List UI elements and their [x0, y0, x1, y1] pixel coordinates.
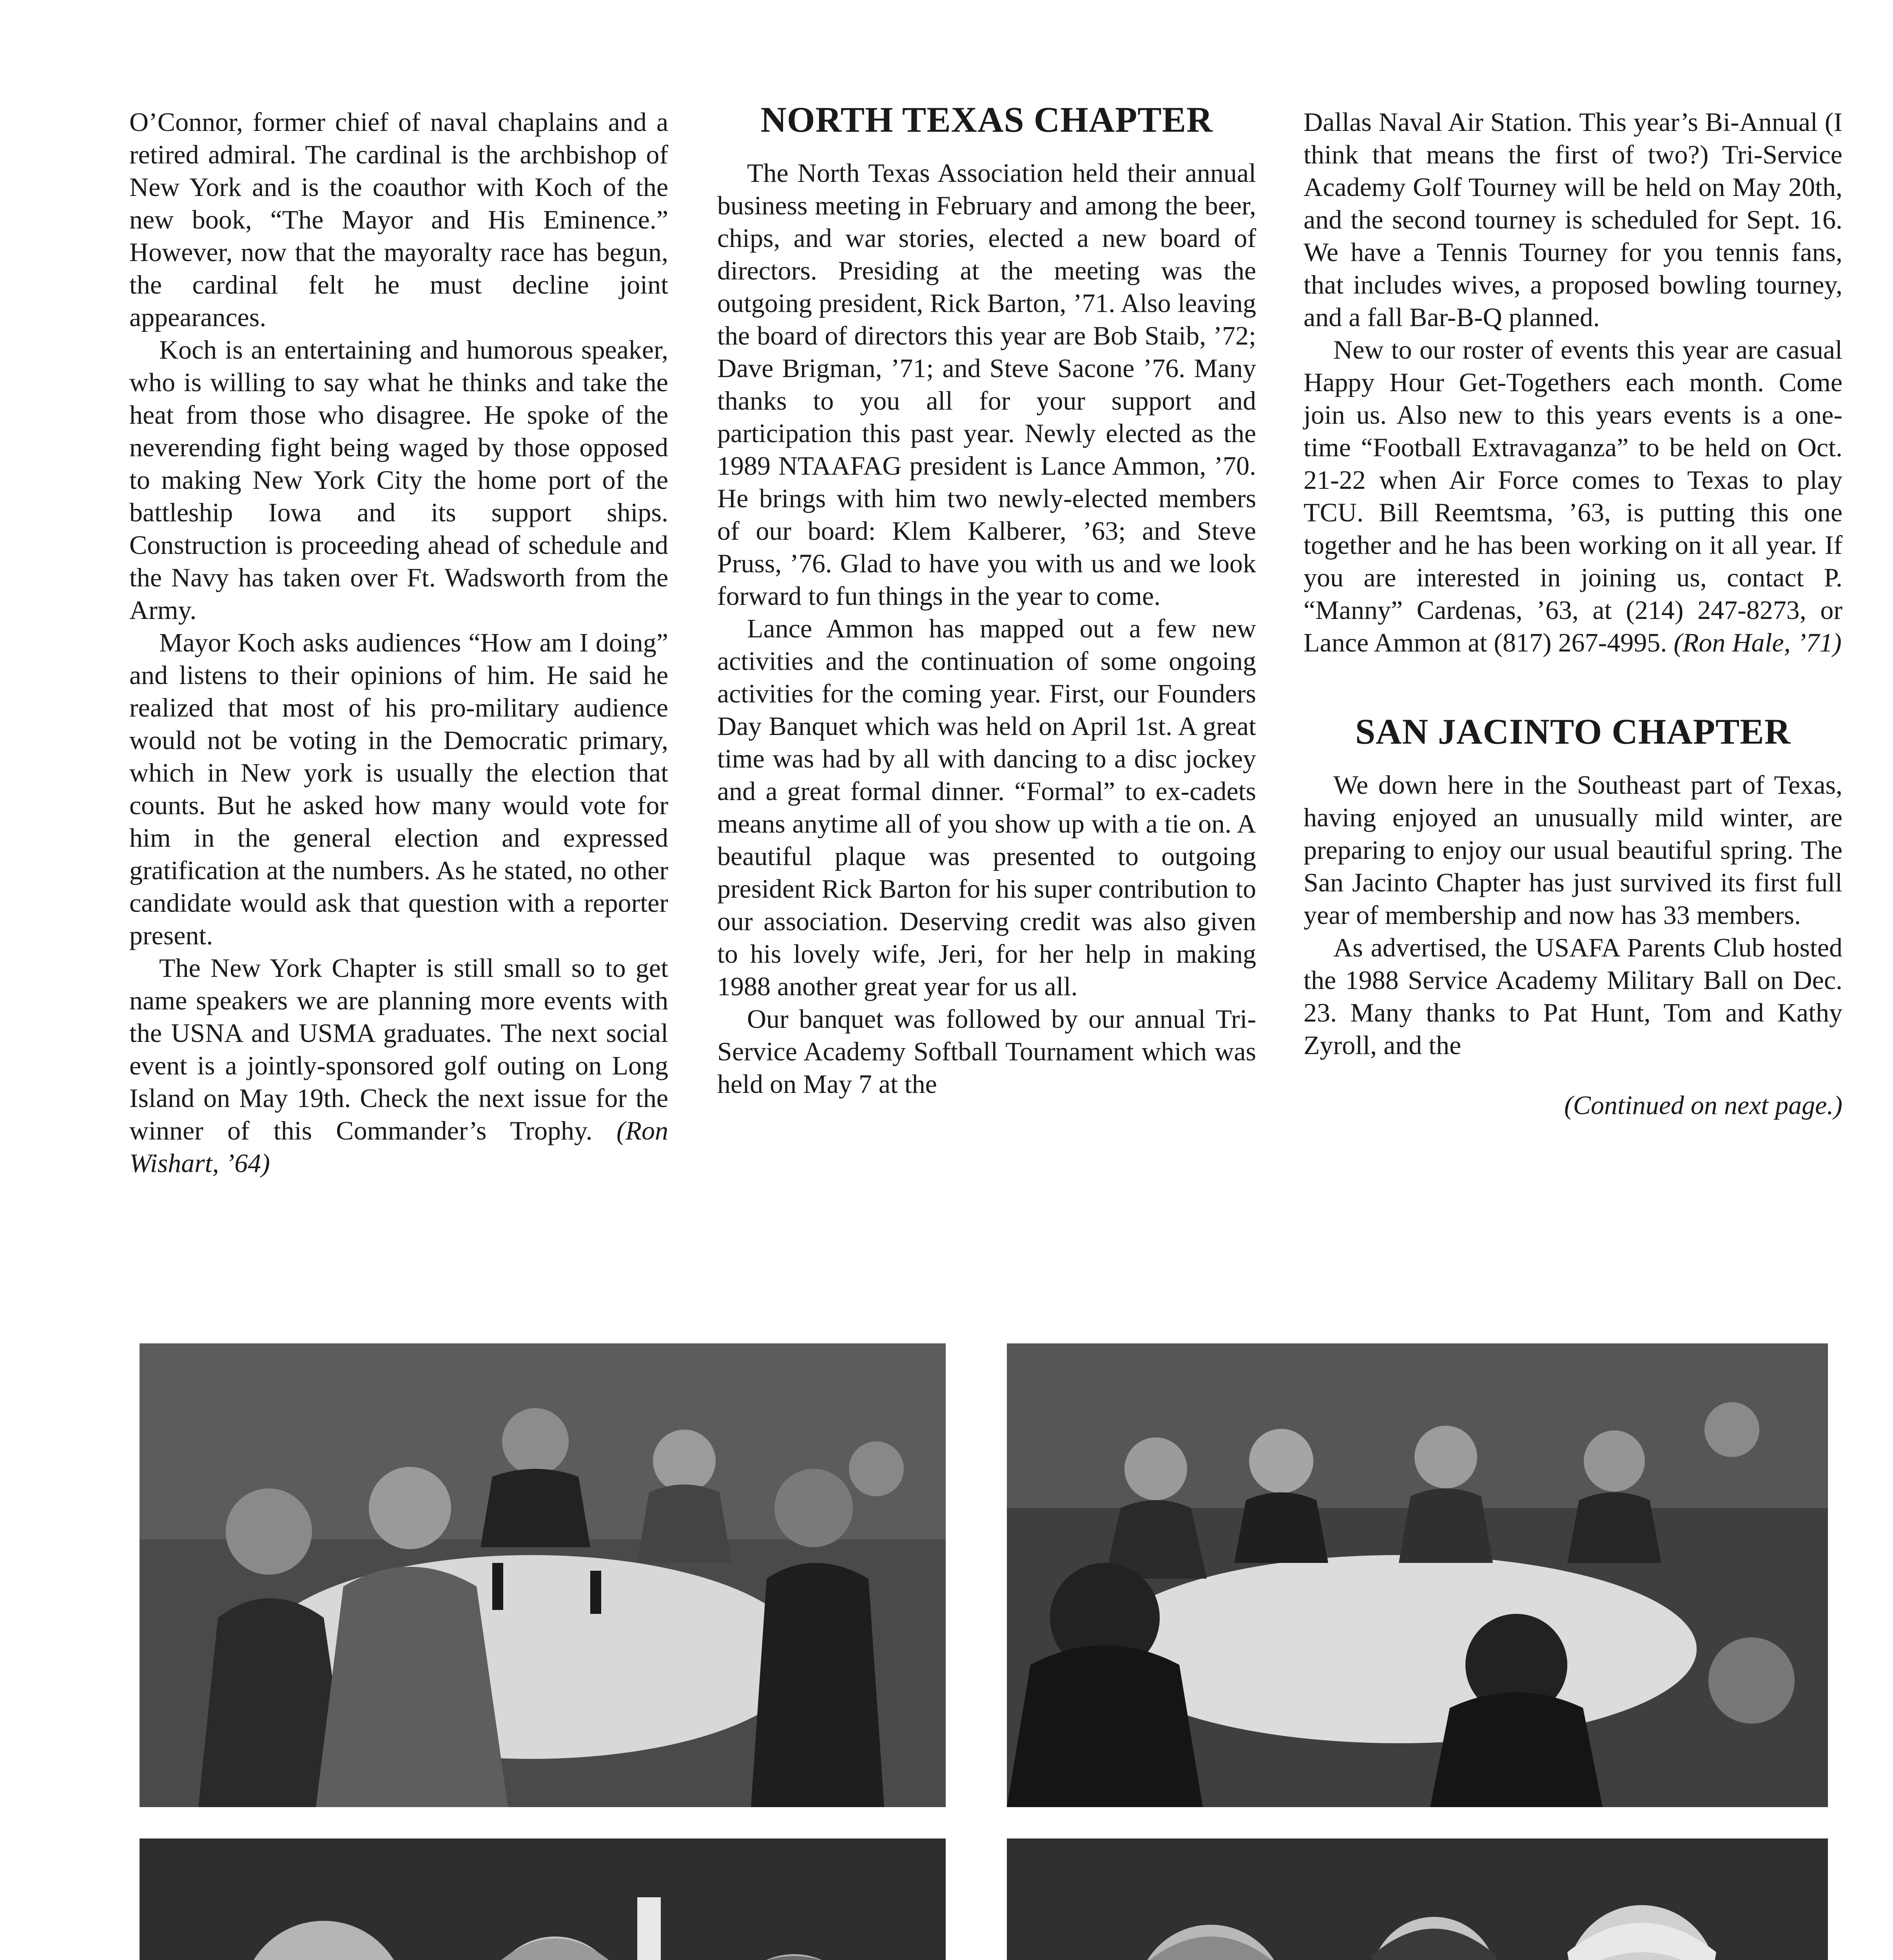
middle-column	[717, 100, 1256, 1100]
article-paragraph: Dallas Naval Air Station. This year’s Bi-Annual (I think that means the first of two?) Tri-Service Academy Golf Tourney will be held on May 20th, and the second tourney is scheduled for Sept. 16. We have a Tennis Tourney for you tennis fans, that includes wives, a proposed bowling tourney, and a fall Bar-B-Q planned.	[1304, 107, 1842, 332]
article-paragraph: O’Connor, former chief of naval chaplains and a retired admiral. The cardinal is the archbishop of New York and is the coauthor with Koch of the new book, “The Mayor and His Eminence.” However, now that the mayoralty race has begun, the cardinal felt he must decline joint appearances.	[129, 107, 668, 332]
oldest-youngest-graduates-photo	[1007, 1838, 1828, 1960]
article-paragraph: As advertised, the USAFA Parents Club hosted the 1988 Service Academy Military Ball on Dec. 23. Many thanks to Pat Hunt, Tom and Kathy Zyroll, and the	[1304, 933, 1842, 1060]
banquet-dinner-photo-image	[1007, 1343, 1828, 1807]
gibbons-rafalko-photo	[140, 1838, 946, 1960]
article-paragraph: We down here in the Southeast part of Texas, having enjoyed an unusually mild winter, are preparing to enjoy our usual beautiful spring. The San Jacinto Chapter has just survived its first full year of membership and now has 33 members.	[1304, 770, 1842, 930]
paragraph-text: New to our roster of events this year are casual Happy Hour Get-Togethers each month. Come join us. Also new to this years events is a one-time “Football Extravaganza” to be held on Oct. 21-22 when Air Force comes to Texas to play TCU. Bill Reemtsma, ’63, is putting this one together and he has been working on it all year. If you are interested in joining us, contact P. “Manny” Cardenas, ’63, at (214) 247-8273, or Lance Ammon at (817) 267-4995.	[1304, 335, 1842, 657]
article-paragraph	[129, 952, 668, 1180]
paragraph-text: The New York Chapter is still small so to get name speakers we are planning more events with the USNA and USMA graduates. The next social event is a jointly-sponsored golf outing on Long Island on May 19th. Check the next issue for the winner of this Commander’s Trophy.	[129, 953, 668, 1145]
article-paragraph	[1304, 334, 1842, 659]
author-credit: (Ron Hale, ’71)	[1674, 628, 1842, 657]
oldest-youngest-graduates-photo-image	[1007, 1838, 1828, 1960]
banquet-table-photo	[140, 1343, 946, 1807]
article-paragraph: Our banquet was followed by our annual Tri-Service Academy Softball Tournament which was held on May 7 at the	[717, 1004, 1256, 1099]
article-paragraph: Koch is an entertaining and humorous speaker, who is willing to say what he thinks and take the heat from those who disagree. He spoke of the neverending fight being waged by those opposed to making New York City the home port of the battleship Iowa and its support ships. Construction is proceeding ahead of schedule and the Navy has taken over Ft. Wadsworth from the Army.	[129, 335, 668, 625]
right-column	[1304, 106, 1842, 1122]
continued-notice: (Continued on next page.)	[1564, 1090, 1842, 1120]
author-credit: (Ron Wishart, ’64)	[129, 1116, 668, 1178]
banquet-dinner-photo	[1007, 1343, 1828, 1807]
left-column	[129, 106, 668, 1180]
article-paragraph: The North Texas Association held their annual business meeting in February and among the beer, chips, and war stories, elected a new board of directors. Presiding at the meeting was the outgoing president, Rick Barton, ’71. Also leaving the board of directors this year are Bob Staib, ’72; Dave Brigman, ’71; and Steve Sacone ’76. Many thanks to you all for your support and participation this past year. Newly elected as the 1989 NTAAFAG president is Lance Ammon, ’70. He brings with him two newly-elected members of our board: Klem Kalberer, ’63; and Steve Pruss, ’76. Glad to have you with us and we look forward to fun things in the year to come.	[717, 158, 1256, 611]
article-paragraph: Lance Ammon has mapped out a few new activities and the continuation of some ongoing activities for the coming year. First, our Founders Day Banquet which was held on April 1st. A great time was had by all with dancing to a disc jockey and a great formal dinner. “Formal” to ex-cadets means anytime all of you show up with a tie on. A beautiful plaque was presented to outgoing president Rick Barton for his super contribution to our association. Deserving credit was also given to his lovely wife, Jeri, for her help in making 1988 another great year for us all.	[717, 613, 1256, 1001]
north-texas-heading: NORTH TEXAS CHAPTER	[760, 100, 1213, 140]
article-paragraph: Mayor Koch asks audiences “How am I doing” and listens to their opinions of him. He said he realized that most of his pro-military audience would not be voting in the Democratic primary, which in New york is usually the election that counts. But he asked how many would vote for him in the general election and expressed gratification at the numbers. As he stated, no other candidate would ask that question with a reporter present.	[129, 628, 668, 950]
gibbons-rafalko-photo-image	[140, 1838, 946, 1960]
banquet-table-photo-image	[140, 1343, 946, 1807]
san-jacinto-heading: SAN JACINTO CHAPTER	[1355, 711, 1791, 751]
